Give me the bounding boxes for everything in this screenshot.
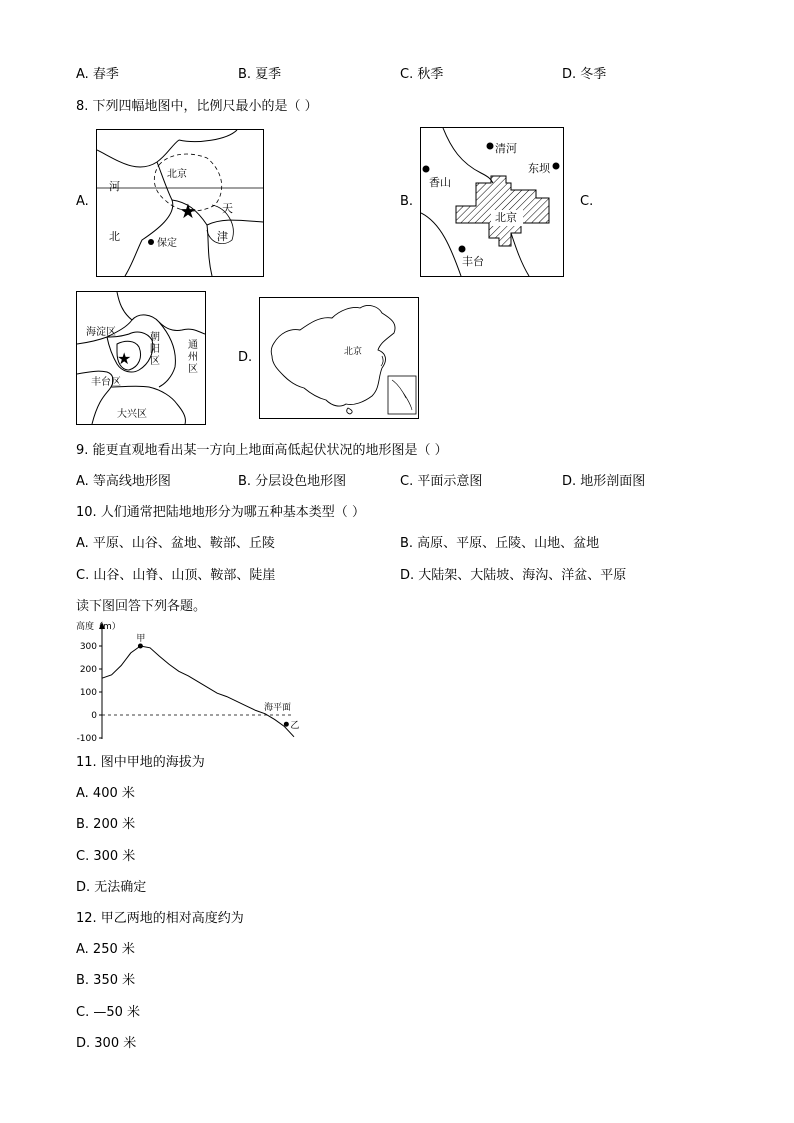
q11-option-a: A. 400 米: [76, 786, 135, 801]
annotation-label: 乙: [290, 721, 300, 732]
map-c-chaoyang-2: 阳: [150, 344, 160, 355]
q9-question: 9. 能更直观地看出某一方向上地面高低起伏状况的地形图是（ ）: [76, 443, 448, 458]
q8-label-b: B.: [400, 194, 414, 209]
map-b-qinghe-label: 清河: [495, 142, 517, 155]
map-a-tian-label: 天: [222, 202, 233, 215]
annotation-point: [284, 722, 289, 727]
map-c-haidian-label: 海淀区: [86, 327, 116, 338]
q12-option-a: A. 250 米: [76, 942, 135, 957]
read-prompt: 读下图回答下列各题。: [76, 599, 207, 614]
fengtai-dot-icon: [459, 246, 466, 253]
map-b-xiangshan-label: 香山: [429, 176, 451, 189]
q8-question: 8. 下列四幅地图中，比例尺最小的是（ ）: [76, 99, 318, 114]
q10-question: 10. 人们通常把陆地地形分为哪五种基本类型（ ）: [76, 505, 365, 520]
q9-option-d: D. 地形剖面图: [562, 474, 646, 489]
y-tick-label: 200: [79, 665, 97, 675]
map-c-tongzhou-3: 区: [188, 364, 198, 375]
annotation-point: [138, 644, 143, 649]
terrain-profile-chart: [74, 617, 306, 745]
map-c-daxing-label: 大兴区: [117, 409, 147, 420]
map-a-beijing-label: 北京: [167, 169, 187, 180]
map-b-beijing-area: [420, 127, 564, 277]
y-tick-label: 300: [79, 642, 97, 652]
map-a-hebei: [96, 129, 264, 277]
q10-option-b: B. 高原、平原、丘陵、山地、盆地: [400, 536, 600, 551]
q11-question: 11. 图中甲地的海拔为: [76, 755, 205, 770]
q12-option-b: B. 350 米: [76, 973, 136, 988]
q8-label-c: C.: [580, 194, 594, 209]
q11-option-d: D. 无法确定: [76, 880, 147, 895]
map-c-tongzhou-2: 州: [188, 352, 198, 363]
map-a-bei-label: 北: [109, 230, 120, 243]
q9-option-a: A. 等高线地形图: [76, 474, 171, 489]
map-c-chaoyang-1: 朝: [150, 332, 160, 343]
xiangshan-dot-icon: [423, 166, 430, 173]
map-c-chaoyang-3: 区: [150, 356, 160, 367]
q10-option-c: C. 山谷、山脊、山顶、鞍部、陡崖: [76, 568, 276, 583]
q11-option-b: B. 200 米: [76, 817, 136, 832]
qinghe-dot-icon: [487, 143, 494, 150]
q7-option-a: A. 春季: [76, 67, 119, 82]
q7-option-d: D. 冬季: [562, 67, 607, 82]
map-b-dongba-label: 东坝: [528, 162, 550, 175]
baoding-dot-icon: [148, 239, 154, 245]
q9-option-c: C. 平面示意图: [400, 474, 483, 489]
annotation-label: 甲: [136, 634, 146, 644]
y-tick-label: 100: [79, 688, 97, 698]
map-d-china: [259, 297, 419, 419]
q12-option-d: D. 300 米: [76, 1036, 137, 1051]
map-a-jin-label: 津: [217, 230, 228, 243]
profile-series-line: [102, 646, 294, 737]
q7-option-b: B. 夏季: [238, 67, 282, 82]
q8-label-a: A.: [76, 194, 89, 209]
map-c-beijing-districts: [76, 291, 206, 425]
q7-option-c: C. 秋季: [400, 67, 444, 82]
beijing-star-icon: ★: [179, 199, 197, 223]
q12-question: 12. 甲乙两地的相对高度约为: [76, 911, 244, 926]
dongba-dot-icon: [553, 163, 560, 170]
q10-option-d: D. 大陆架、大陆坡、海沟、洋盆、平原: [400, 568, 627, 583]
y-tick-label: -100: [76, 734, 97, 744]
map-a-he-label: 河: [109, 180, 120, 193]
map-b-beijing-label: 北京: [495, 211, 517, 224]
q11-option-c: C. 300 米: [76, 849, 136, 864]
map-b-fengtai-label: 丰台: [462, 255, 484, 268]
sea-level-label: 海平面: [264, 703, 292, 713]
map-a-baoding-label: 保定: [157, 238, 177, 249]
q12-option-c: C. —50 米: [76, 1005, 141, 1020]
q9-option-b: B. 分层设色地形图: [238, 474, 347, 489]
beijing-star-icon: ★: [117, 349, 132, 368]
q8-label-d: D.: [238, 350, 253, 365]
map-c-tongzhou-1: 通: [188, 340, 198, 351]
y-tick-label: 0: [91, 711, 97, 721]
y-axis-label: 高度（m）: [76, 622, 121, 632]
map-d-beijing-label: 北京: [344, 347, 363, 357]
q10-option-a: A. 平原、山谷、盆地、鞍部、丘陵: [76, 536, 275, 551]
map-c-fengtai-label: 丰台区: [91, 377, 121, 388]
